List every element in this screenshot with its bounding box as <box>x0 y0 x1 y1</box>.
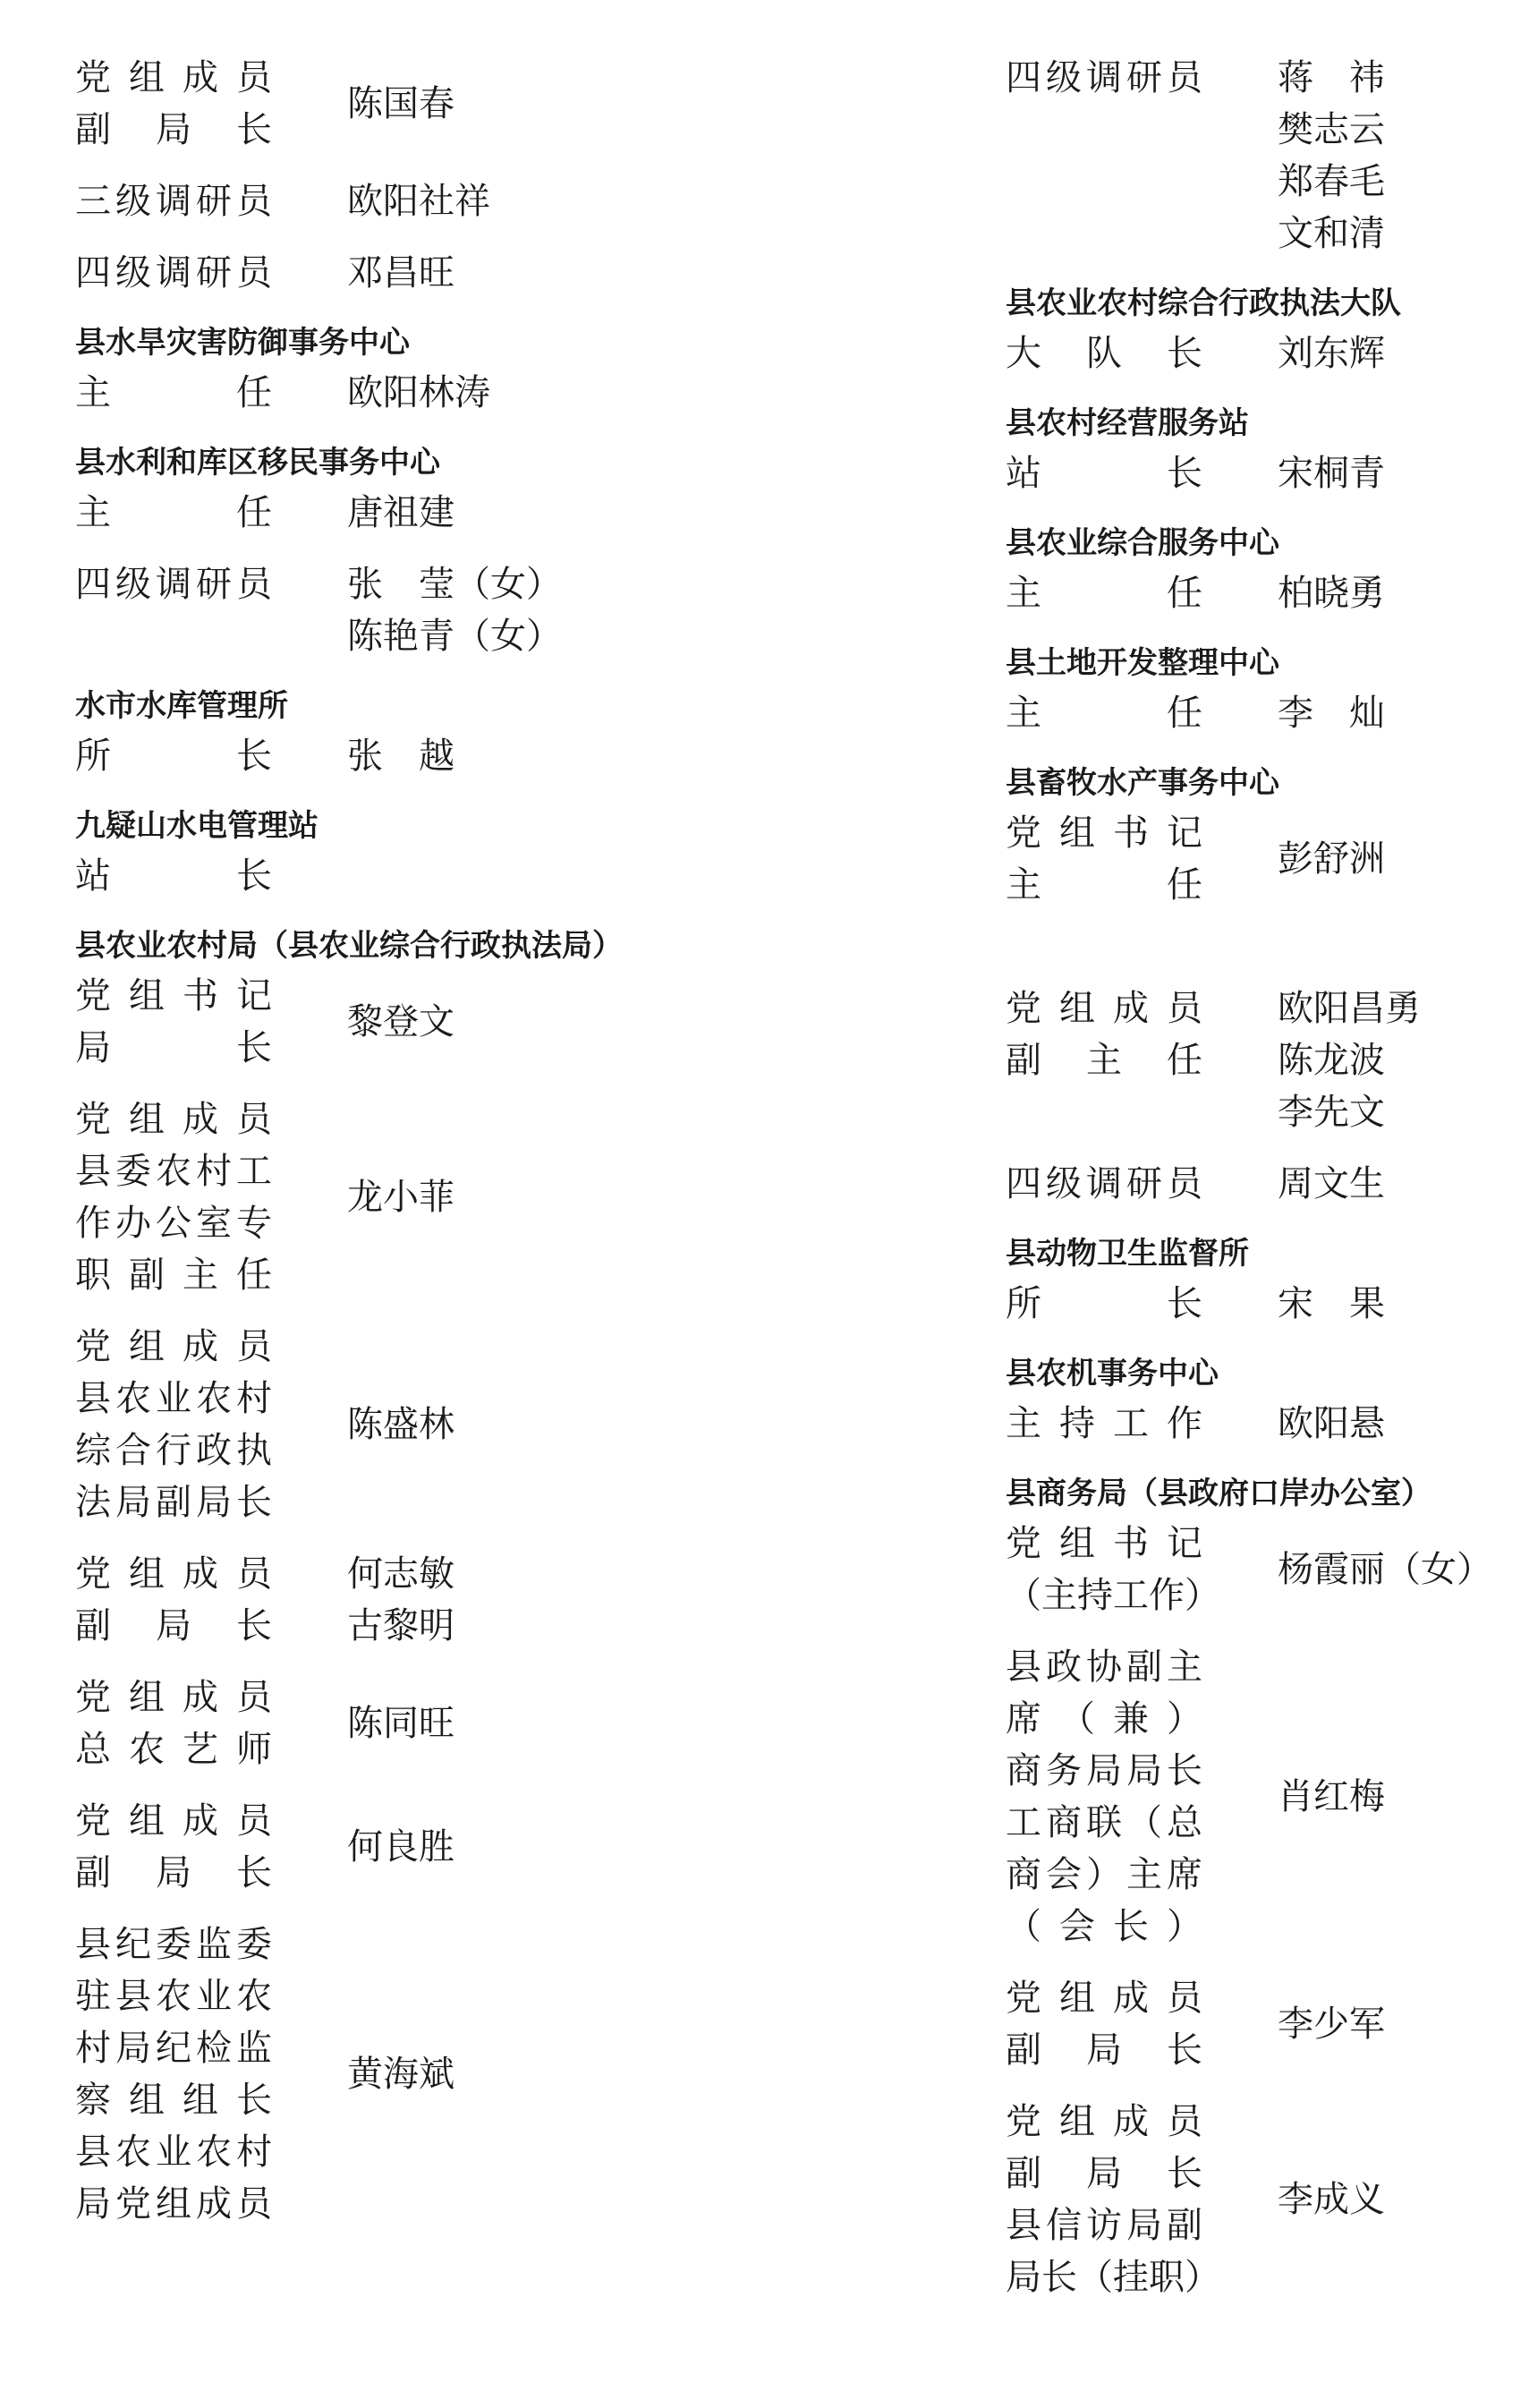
position-entry <box>75 487 701 539</box>
person-names <box>1278 447 1385 499</box>
position-title <box>75 850 272 902</box>
person-name: 文和清 <box>1278 213 1385 254</box>
position-title-line: 三级调研员 <box>75 181 272 222</box>
position-title-line: 主任 <box>1006 693 1202 734</box>
position-entry <box>75 175 701 227</box>
org-section <box>1006 1349 1516 1450</box>
position-title-line: 县农业农村 <box>75 2131 272 2173</box>
position-title-line: 主任 <box>1006 864 1202 906</box>
position-title-line: 副局长 <box>75 109 272 150</box>
person-names <box>1278 687 1385 739</box>
person-name: 陈盛林 <box>347 1404 454 1445</box>
person-names <box>347 1821 454 1873</box>
position-title-line: 党组成员 <box>75 57 272 98</box>
position-title-line: 县信访局副 <box>1006 2205 1202 2246</box>
org-heading: 县农机事务中心 <box>1006 1356 1219 1391</box>
person-name: 柏晓勇 <box>1278 573 1385 614</box>
org-heading: 县水利和库区移民事务中心 <box>75 445 440 481</box>
position-title-line: 副局长 <box>75 1605 272 1646</box>
position-entry <box>75 247 701 299</box>
person-name: 欧阳昌勇 <box>1278 988 1421 1029</box>
person-name: 张 越 <box>347 736 454 777</box>
position-title-line: 四级调研员 <box>75 252 272 294</box>
position-title-line: 总农艺师 <box>75 1729 272 1770</box>
org-section <box>1006 1469 1516 2303</box>
position-entry <box>75 1672 701 1775</box>
person-name: 陈龙波 <box>1278 1040 1385 1081</box>
position-title-line: 作办公室专 <box>75 1203 272 1244</box>
position-title-line: 法局副局长 <box>75 1482 272 1523</box>
position-title <box>1006 807 1202 911</box>
position-title-line: 县农业农村 <box>75 1378 272 1419</box>
position-title <box>1006 447 1202 499</box>
org-heading: 县农业综合服务中心 <box>1006 525 1279 561</box>
position-title-line: 商务局局长 <box>1006 1750 1202 1791</box>
person-names <box>347 175 490 227</box>
person-name: 杨霞丽（女） <box>1278 1549 1492 1590</box>
position-title-line: 局党组成员 <box>75 2183 272 2225</box>
org-section <box>75 438 701 662</box>
person-name: 李成义 <box>1278 2179 1385 2220</box>
position-title-line: 席（兼） <box>1006 1698 1202 1740</box>
position-title <box>75 558 272 610</box>
person-names <box>347 2048 454 2100</box>
position-title-line: （会长） <box>1006 1906 1202 1947</box>
position-entry <box>75 1919 701 2230</box>
position-title <box>75 1321 272 1528</box>
org-heading: 县农业农村综合行政执法大队 <box>1006 285 1401 321</box>
position-title-line: 副局长 <box>1006 2029 1202 2071</box>
org-heading: 水市水库管理所 <box>75 688 288 724</box>
position-title-line: 工商联（总 <box>1006 1802 1202 1843</box>
position-entry <box>75 558 701 662</box>
position-title <box>1006 1972 1202 2076</box>
person-name: 陈同旺 <box>347 1703 454 1744</box>
position-entry <box>1006 807 1516 911</box>
person-name: 何良胜 <box>347 1826 454 1868</box>
position-title-line: 综合行政执 <box>75 1430 272 1471</box>
person-name: 黄海斌 <box>347 2054 454 2095</box>
position-title <box>1006 1398 1202 1450</box>
position-entry <box>75 367 701 419</box>
position-entry <box>1006 1641 1516 1953</box>
person-name: 黎登文 <box>347 1001 454 1042</box>
position-title-line: 商会）主席 <box>1006 1854 1202 1895</box>
person-names <box>1278 1278 1385 1330</box>
position-title-line: 四级调研员 <box>1006 1163 1202 1204</box>
position-entry <box>75 970 701 1074</box>
position-title <box>1006 687 1202 739</box>
position-title-line: 党组成员 <box>75 1553 272 1595</box>
person-name: 李先文 <box>1278 1092 1385 1133</box>
person-names <box>1278 833 1385 885</box>
position-title <box>1006 1158 1202 1210</box>
position-title-line: 党组书记 <box>75 975 272 1017</box>
position-entry <box>1006 1398 1516 1450</box>
person-name: 宋 果 <box>1278 1283 1385 1324</box>
org-section <box>75 52 701 299</box>
org-heading: 县土地开发整理中心 <box>1006 645 1279 681</box>
position-entry <box>75 850 701 902</box>
position-title-line: 驻县农业农 <box>75 1976 272 2017</box>
position-title <box>75 730 272 782</box>
position-title-line: 职副主任 <box>75 1255 272 1296</box>
position-entry <box>1006 567 1516 619</box>
position-title <box>75 1672 272 1775</box>
person-names <box>347 1698 454 1749</box>
person-names <box>347 78 454 130</box>
position-title-line: 四级调研员 <box>1006 57 1202 98</box>
position-title <box>75 247 272 299</box>
position-title-line: 党组成员 <box>75 1326 272 1367</box>
person-names <box>1278 983 1421 1138</box>
position-title-line: 局长（挂职） <box>1006 2257 1220 2298</box>
org-section <box>75 319 701 419</box>
position-title-line: 党组成员 <box>1006 2101 1202 2142</box>
position-title-line: （主持工作） <box>1006 1575 1220 1616</box>
position-title <box>1006 567 1202 619</box>
position-title <box>1006 1518 1220 1621</box>
person-name: 彭舒洲 <box>1278 838 1385 880</box>
position-title <box>1006 328 1202 379</box>
position-title-line: 主任 <box>1006 573 1202 614</box>
person-names <box>1278 1771 1385 1823</box>
position-title-line: 主任 <box>75 372 272 413</box>
person-name: 樊志云 <box>1278 109 1385 150</box>
position-entry <box>75 52 701 156</box>
person-names <box>347 247 454 299</box>
org-section <box>1006 759 1516 1210</box>
person-name: 陈国春 <box>347 83 454 124</box>
position-entry <box>75 1795 701 1899</box>
position-entry <box>75 1548 701 1652</box>
position-title <box>1006 1278 1202 1330</box>
person-name: 李 灿 <box>1278 693 1385 734</box>
position-title-line: 副主任 <box>1006 1040 1202 1081</box>
person-name: 欧阳悬 <box>1278 1403 1385 1444</box>
org-section <box>75 682 701 782</box>
position-title-line: 所长 <box>1006 1283 1202 1324</box>
position-entry <box>75 1321 701 1528</box>
position-title-line: 察组组长 <box>75 2080 272 2121</box>
person-names <box>1278 2174 1385 2225</box>
position-title-line: 党组成员 <box>75 1099 272 1140</box>
person-name: 古黎明 <box>347 1605 454 1646</box>
position-title-line: 大队长 <box>1006 333 1202 374</box>
position-entry <box>1006 1972 1516 2076</box>
person-name: 李少军 <box>1278 2004 1385 2045</box>
person-names <box>1278 52 1385 260</box>
position-title <box>75 1919 272 2230</box>
person-names <box>347 996 454 1048</box>
position-title <box>1006 983 1202 1086</box>
person-name: 何志敏 <box>347 1553 454 1595</box>
person-names <box>1278 328 1385 379</box>
person-names <box>1278 1544 1492 1595</box>
position-title-line: 主持工作 <box>1006 1403 1202 1444</box>
position-title <box>1006 2096 1220 2303</box>
position-title <box>1006 52 1202 104</box>
org-section <box>1006 639 1516 739</box>
position-title-line: 所长 <box>75 736 272 777</box>
position-title-line: 党组成员 <box>75 1800 272 1842</box>
org-heading: 九疑山水电管理站 <box>75 808 319 844</box>
position-title <box>75 487 272 539</box>
position-title-line: 四级调研员 <box>75 564 272 605</box>
position-title <box>75 1548 272 1652</box>
person-names <box>1278 1158 1385 1210</box>
position-title-line: 党组书记 <box>1006 813 1202 854</box>
position-title <box>75 175 272 227</box>
person-names <box>347 487 454 539</box>
person-name: 唐祖建 <box>347 492 454 533</box>
person-name: 刘东辉 <box>1278 333 1385 374</box>
position-title-line: 党组成员 <box>1006 1978 1202 2019</box>
org-heading: 县农村经营服务站 <box>1006 405 1249 441</box>
person-names <box>347 730 454 782</box>
person-name: 郑春毛 <box>1278 161 1385 202</box>
position-title-line: 村局纪检监 <box>75 2028 272 2069</box>
person-name: 邓昌旺 <box>347 252 454 294</box>
org-section <box>1006 519 1516 619</box>
person-names <box>347 1171 454 1223</box>
position-title <box>1006 1641 1202 1953</box>
person-name: 周文生 <box>1278 1163 1385 1204</box>
person-names <box>1278 1998 1385 2050</box>
org-heading: 县动物卫生监督所 <box>1006 1236 1249 1272</box>
position-title-line: 县政协副主 <box>1006 1646 1202 1688</box>
position-entry <box>1006 447 1516 499</box>
position-entry <box>75 730 701 782</box>
position-title <box>75 52 272 156</box>
org-section <box>1006 1230 1516 1330</box>
position-title-line: 县纪委监委 <box>75 1924 272 1965</box>
position-entry <box>1006 1158 1516 1210</box>
person-names <box>347 367 490 419</box>
position-title-line: 站长 <box>75 855 272 897</box>
position-title-line: 局长 <box>75 1027 272 1068</box>
position-title-line: 副局长 <box>75 1852 272 1893</box>
position-entry <box>75 1093 701 1301</box>
org-section <box>75 922 701 2230</box>
position-title <box>75 1795 272 1899</box>
org-section <box>1006 279 1516 379</box>
position-title-line: 党组成员 <box>75 1677 272 1718</box>
org-section <box>75 802 701 902</box>
person-names <box>1278 1398 1385 1450</box>
person-name: 张 莹（女） <box>347 564 562 605</box>
position-title <box>75 1093 272 1301</box>
person-name: 肖红梅 <box>1278 1776 1385 1817</box>
position-title-line: 站长 <box>1006 453 1202 494</box>
position-entry <box>1006 328 1516 379</box>
org-heading: 县畜牧水产事务中心 <box>1006 765 1279 801</box>
person-names <box>1278 567 1385 619</box>
position-title <box>75 367 272 419</box>
person-names <box>347 1548 454 1652</box>
position-entry <box>1006 1278 1516 1330</box>
position-entry <box>1006 2096 1516 2303</box>
position-entry <box>1006 687 1516 739</box>
org-heading: 县商务局（县政府口岸办公室） <box>1006 1476 1431 1511</box>
person-name: 蒋 祎 <box>1278 57 1385 98</box>
person-name: 欧阳林涛 <box>347 372 490 413</box>
left-column <box>75 52 701 2250</box>
person-name: 陈艳青（女） <box>347 616 562 657</box>
org-section <box>1006 399 1516 499</box>
person-names <box>347 1399 454 1451</box>
person-names <box>347 558 562 662</box>
position-title-line: 副局长 <box>1006 2153 1202 2194</box>
org-heading: 县水旱灾害防御事务中心 <box>75 325 410 361</box>
position-title-line: 党组书记 <box>1006 1523 1202 1564</box>
position-title-line: 党组成员 <box>1006 988 1202 1029</box>
position-title <box>75 970 272 1074</box>
org-heading: 县农业农村局（县农业综合行政执法局） <box>75 928 623 964</box>
position-entry <box>1006 1518 1516 1621</box>
person-name: 欧阳社祥 <box>347 181 490 222</box>
org-section <box>1006 52 1516 260</box>
position-title-line: 主任 <box>75 492 272 533</box>
position-entry <box>1006 931 1516 1138</box>
position-title-line: 县委农村工 <box>75 1151 272 1192</box>
position-entry <box>1006 52 1516 260</box>
person-name: 龙小菲 <box>347 1177 454 1218</box>
person-name: 宋桐青 <box>1278 453 1385 494</box>
right-column <box>1006 52 1516 2323</box>
